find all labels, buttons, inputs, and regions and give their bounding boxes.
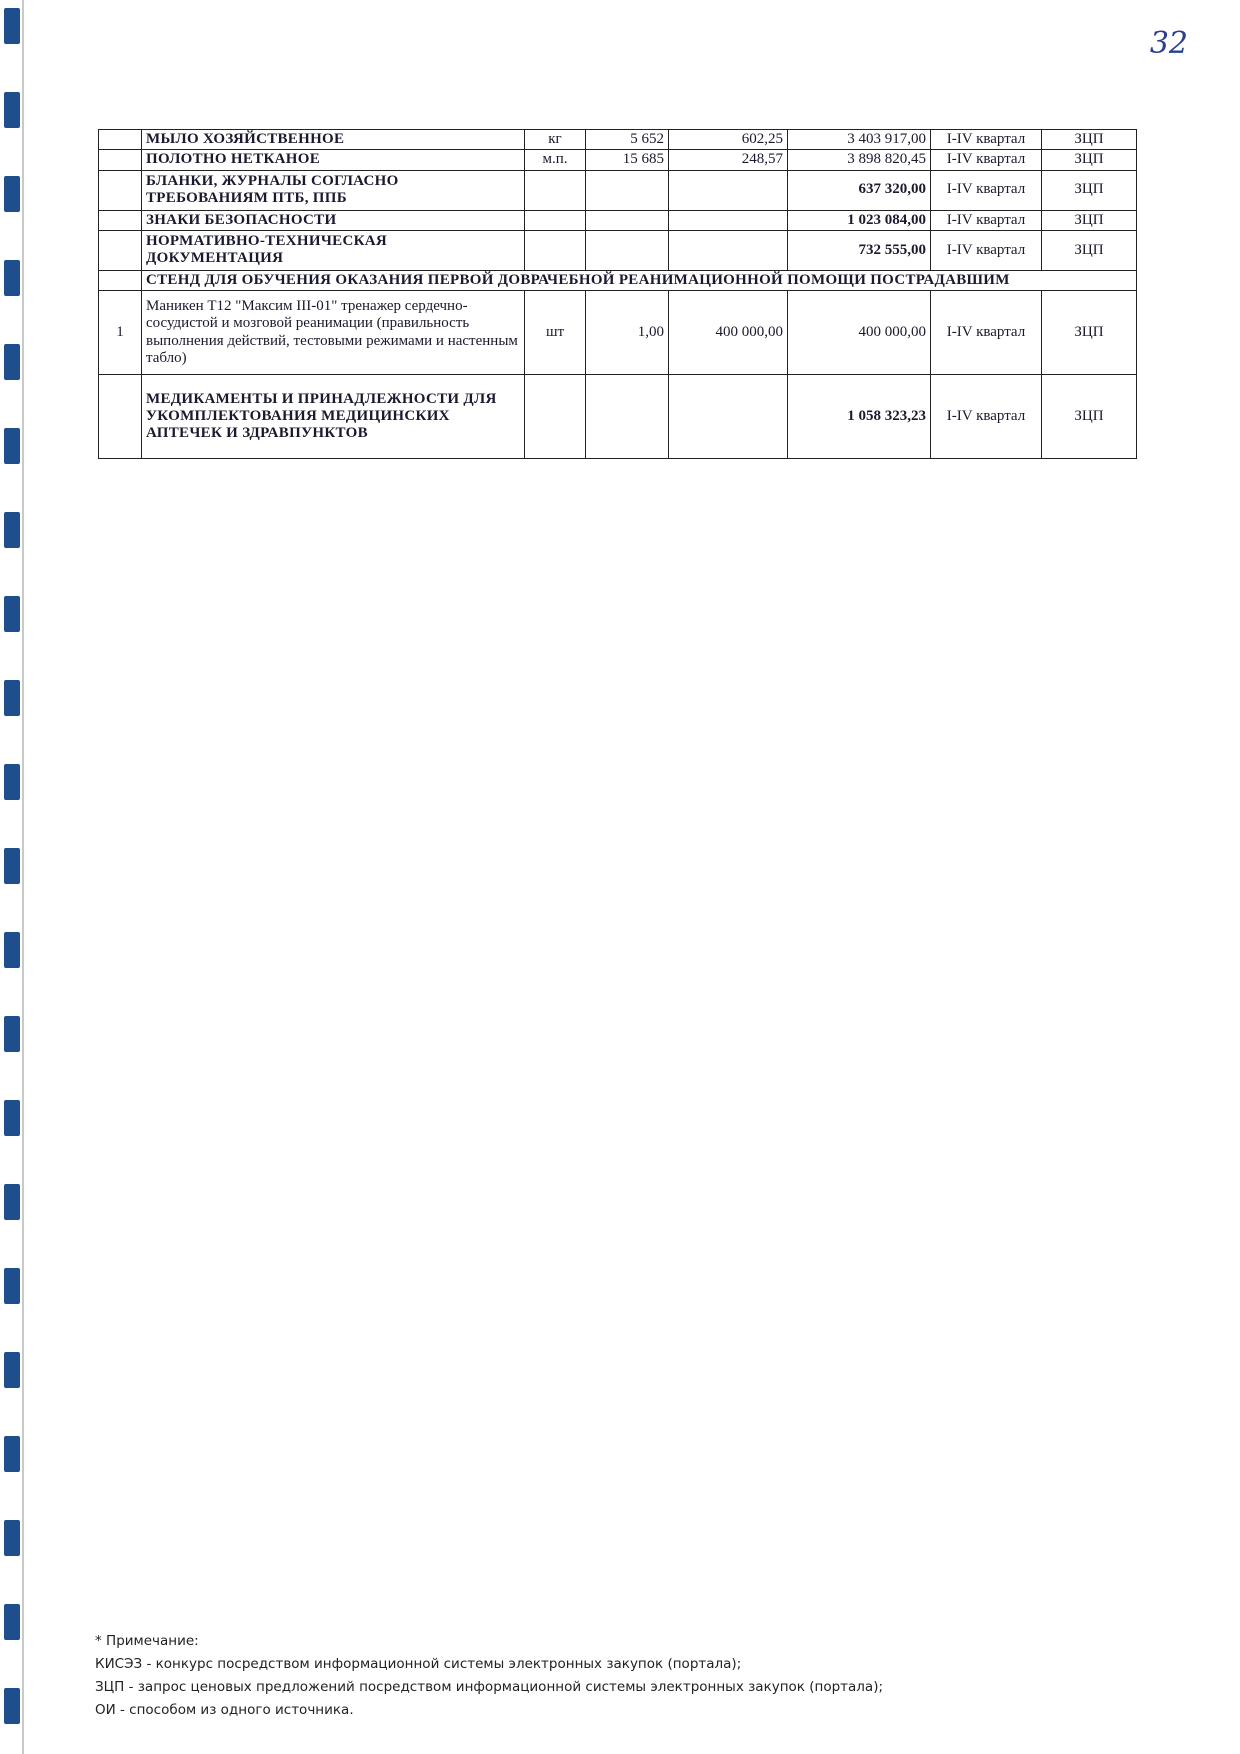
table-row: [99, 130, 1137, 150]
cell-unit: кг: [525, 130, 586, 150]
cell-period: I-IV квартал: [931, 291, 1042, 375]
cell-name: БЛАНКИ, ЖУРНАЛЫ СОГЛАСНО ТРЕБОВАНИЯМ ПТБ, ППБ: [142, 170, 525, 210]
cell-name: ЗНАКИ БЕЗОПАСНОСТИ: [142, 210, 525, 230]
cell-price: 248,57: [669, 150, 788, 170]
cell-unit: [525, 170, 586, 210]
cell-sum: 3 898 820,45: [788, 150, 931, 170]
cell-qty: 15 685: [586, 150, 669, 170]
cell-price: 400 000,00: [669, 291, 788, 375]
binding-ring: [4, 1184, 20, 1220]
binding-ring: [4, 1100, 20, 1136]
cell-unit: [525, 210, 586, 230]
cell-qty: [586, 230, 669, 270]
table-row: [99, 210, 1137, 230]
binding-ring: [4, 344, 20, 380]
cell-num: [99, 270, 142, 290]
cell-method: ЗЦП: [1042, 230, 1137, 270]
cell-period: I-IV квартал: [931, 150, 1042, 170]
table-body: [99, 130, 1137, 459]
cell-price: [669, 170, 788, 210]
cell-unit: м.п.: [525, 150, 586, 170]
binding-ring: [4, 932, 20, 968]
cell-qty: [586, 375, 669, 459]
cell-name: МЫЛО ХОЗЯЙСТВЕННОЕ: [142, 130, 525, 150]
binding-ring: [4, 596, 20, 632]
cell-sum: 1 058 323,23: [788, 375, 931, 459]
binding-ring: [4, 1604, 20, 1640]
binding-ring: [4, 764, 20, 800]
binding-ring: [4, 1436, 20, 1472]
cell-qty: 1,00: [586, 291, 669, 375]
binding-ring: [4, 8, 20, 44]
binding-ring: [4, 680, 20, 716]
cell-unit: [525, 230, 586, 270]
cell-qty: 5 652: [586, 130, 669, 150]
binding-ring: [4, 512, 20, 548]
note-title: * Примечание:: [95, 1633, 199, 1649]
cell-num: [99, 230, 142, 270]
binding-ring: [4, 1352, 20, 1388]
cell-price: [669, 230, 788, 270]
cell-unit: [525, 375, 586, 459]
cell-period: I-IV квартал: [931, 130, 1042, 150]
table-row: [99, 150, 1137, 170]
note-line: ЗЦП - запрос ценовых предложений посредством информационной системы электронных закупок (портала);: [95, 1679, 884, 1695]
cell-qty: [586, 170, 669, 210]
cell-period: I-IV квартал: [931, 210, 1042, 230]
binding-ring: [4, 260, 20, 296]
procurement-table: [98, 129, 1137, 459]
binding-ring: [4, 1688, 20, 1724]
cell-period: I-IV квартал: [931, 375, 1042, 459]
binding-ring: [4, 1268, 20, 1304]
cell-sum: 3 403 917,00: [788, 130, 931, 150]
cell-num: [99, 210, 142, 230]
table-row: [99, 375, 1137, 459]
binding-line: [22, 0, 24, 1754]
cell-name: МЕДИКАМЕНТЫ И ПРИНАДЛЕЖНОСТИ ДЛЯ УКОМПЛЕКТОВАНИЯ МЕДИЦИНСКИХ АПТЕЧЕК И ЗДРАВПУНКТОВ: [142, 375, 525, 459]
cell-qty: [586, 210, 669, 230]
cell-period: I-IV квартал: [931, 230, 1042, 270]
cell-name: ПОЛОТНО НЕТКАНОЕ: [142, 150, 525, 170]
cell-sum: 400 000,00: [788, 291, 931, 375]
binding-ring: [4, 848, 20, 884]
note-line: КИСЭЗ - конкурс посредством информационной системы электронных закупок (портала);: [95, 1656, 742, 1672]
table-row: [99, 170, 1137, 210]
cell-sum: 1 023 084,00: [788, 210, 931, 230]
spiral-binding: [0, 0, 26, 1754]
page-number: 32: [1149, 26, 1188, 61]
cell-num: [99, 150, 142, 170]
cell-unit: шт: [525, 291, 586, 375]
footnotes: [95, 1630, 883, 1722]
cell-sum: 732 555,00: [788, 230, 931, 270]
cell-price: 602,25: [669, 130, 788, 150]
cell-price: [669, 375, 788, 459]
cell-name: Маникен Т12 "Максим III-01" тренажер сердечно-сосудистой и мозговой реанимации (правильность выполнения действий, тестовыми режимами и настенным табло): [142, 291, 525, 375]
cell-method: ЗЦП: [1042, 130, 1137, 150]
table-row: [99, 291, 1137, 375]
table-row: [99, 230, 1137, 270]
cell-name: НОРМАТИВНО-ТЕХНИЧЕСКАЯ ДОКУМЕНТАЦИЯ: [142, 230, 525, 270]
binding-ring: [4, 92, 20, 128]
cell-period: I-IV квартал: [931, 170, 1042, 210]
cell-num: 1: [99, 291, 142, 375]
binding-ring: [4, 428, 20, 464]
cell-price: [669, 210, 788, 230]
binding-ring: [4, 176, 20, 212]
binding-ring: [4, 1520, 20, 1556]
section-header: СТЕНД ДЛЯ ОБУЧЕНИЯ ОКАЗАНИЯ ПЕРВОЙ ДОВРАЧЕБНОЙ РЕАНИМАЦИОННОЙ ПОМОЩИ ПОСТРАДАВШИМ: [142, 270, 1137, 290]
cell-method: ЗЦП: [1042, 170, 1137, 210]
cell-sum: 637 320,00: [788, 170, 931, 210]
cell-method: ЗЦП: [1042, 375, 1137, 459]
cell-method: ЗЦП: [1042, 291, 1137, 375]
cell-method: ЗЦП: [1042, 150, 1137, 170]
binding-ring: [4, 1016, 20, 1052]
cell-num: [99, 170, 142, 210]
note-line: ОИ - способом из одного источника.: [95, 1702, 354, 1718]
table-row: [99, 270, 1137, 290]
cell-num: [99, 130, 142, 150]
cell-num: [99, 375, 142, 459]
cell-method: ЗЦП: [1042, 210, 1137, 230]
